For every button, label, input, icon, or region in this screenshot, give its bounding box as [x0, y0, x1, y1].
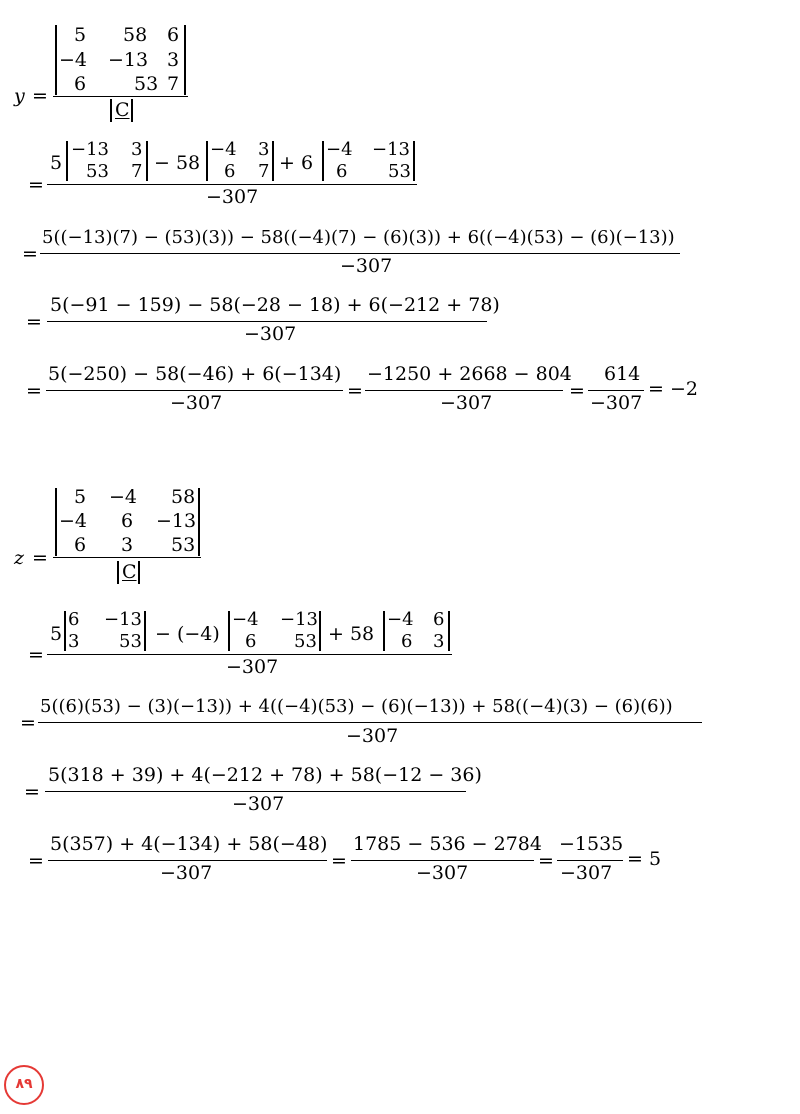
matrix-cell: 53	[171, 534, 196, 556]
numerator: 5(−250) − 58(−46) + 6(−134)	[48, 363, 342, 385]
numerator: 1785 − 536 − 2784	[353, 833, 542, 855]
z-det-label: C	[122, 561, 137, 583]
denominator: −307	[160, 862, 213, 884]
numerator: 614	[604, 363, 641, 385]
matrix-cell: 58	[123, 24, 148, 46]
matrix-cell: −13	[108, 49, 149, 71]
numerator: −1535	[559, 833, 624, 855]
y-result: = −2	[648, 378, 698, 400]
denominator: −307	[440, 392, 493, 414]
fraction-bar	[46, 390, 343, 391]
numerator: 5(318 + 39) + 4(−212 + 78) + 58(−12 − 36)	[48, 764, 482, 786]
page-number-badge: ۸۹	[4, 1065, 44, 1105]
matrix-cell: −4	[59, 510, 88, 532]
matrix-cell: −4	[59, 49, 88, 71]
numerator: 5((6)(53) − (3)(−13)) + 4((−4)(53) − (6)(−13)) + 58((−4)(3) − (6)(6))	[40, 696, 673, 717]
matrix-cell: 5	[74, 24, 87, 46]
fraction-bar	[53, 557, 201, 558]
fraction-bar	[47, 654, 452, 655]
matrix-cell: 6	[74, 534, 87, 556]
denominator: −307	[232, 793, 285, 815]
denominator: −307	[170, 392, 223, 414]
y-equals: =	[32, 85, 48, 107]
numerator: 5((−13)(7) − (53)(3)) − 58((−4)(7) − (6)(3)) + 6((−4)(53) − (6)(−13))	[42, 227, 675, 248]
fraction-bar	[365, 390, 563, 391]
matrix-cell: −4	[109, 486, 138, 508]
matrix-cell: 58	[171, 486, 196, 508]
fraction-bar	[48, 860, 327, 861]
fraction-bar	[53, 96, 188, 97]
matrix-cell: 6	[167, 24, 180, 46]
matrix-cell: 53	[134, 73, 159, 95]
fraction-bar	[47, 321, 487, 322]
z-equals: =	[32, 547, 48, 569]
matrix-cell: −13	[156, 510, 197, 532]
y-det-label: C	[115, 99, 130, 121]
numerator: 5(357) + 4(−134) + 58(−48)	[50, 833, 328, 855]
denominator: −307	[340, 255, 393, 277]
matrix-cell: 3	[167, 49, 180, 71]
fraction-bar	[351, 860, 534, 861]
matrix-cell: 6	[74, 73, 87, 95]
fraction-bar	[47, 184, 417, 185]
fraction-bar	[588, 390, 644, 391]
numerator: −1250 + 2668 − 804	[367, 363, 572, 385]
denominator: −307	[244, 323, 297, 345]
matrix-cell: 7	[167, 73, 180, 95]
fraction-bar	[45, 791, 466, 792]
numerator: 5(−91 − 159) − 58(−28 − 18) + 6(−212 + 78)	[50, 294, 500, 316]
denominator: −307	[346, 725, 399, 747]
matrix-cell: 5	[74, 486, 87, 508]
z-variable: z	[14, 547, 25, 569]
z-result: = 5	[627, 848, 662, 870]
matrix-cell: 6	[121, 510, 134, 532]
matrix-cell: 3	[121, 534, 134, 556]
fraction-bar	[40, 253, 680, 254]
denominator: −307	[590, 392, 643, 414]
denominator: −307	[416, 862, 469, 884]
fraction-bar	[38, 722, 702, 723]
denominator: −307	[206, 186, 259, 208]
y-variable: y	[14, 85, 25, 107]
fraction-bar	[557, 860, 623, 861]
denominator: −307	[560, 862, 613, 884]
denominator: −307	[226, 656, 279, 678]
